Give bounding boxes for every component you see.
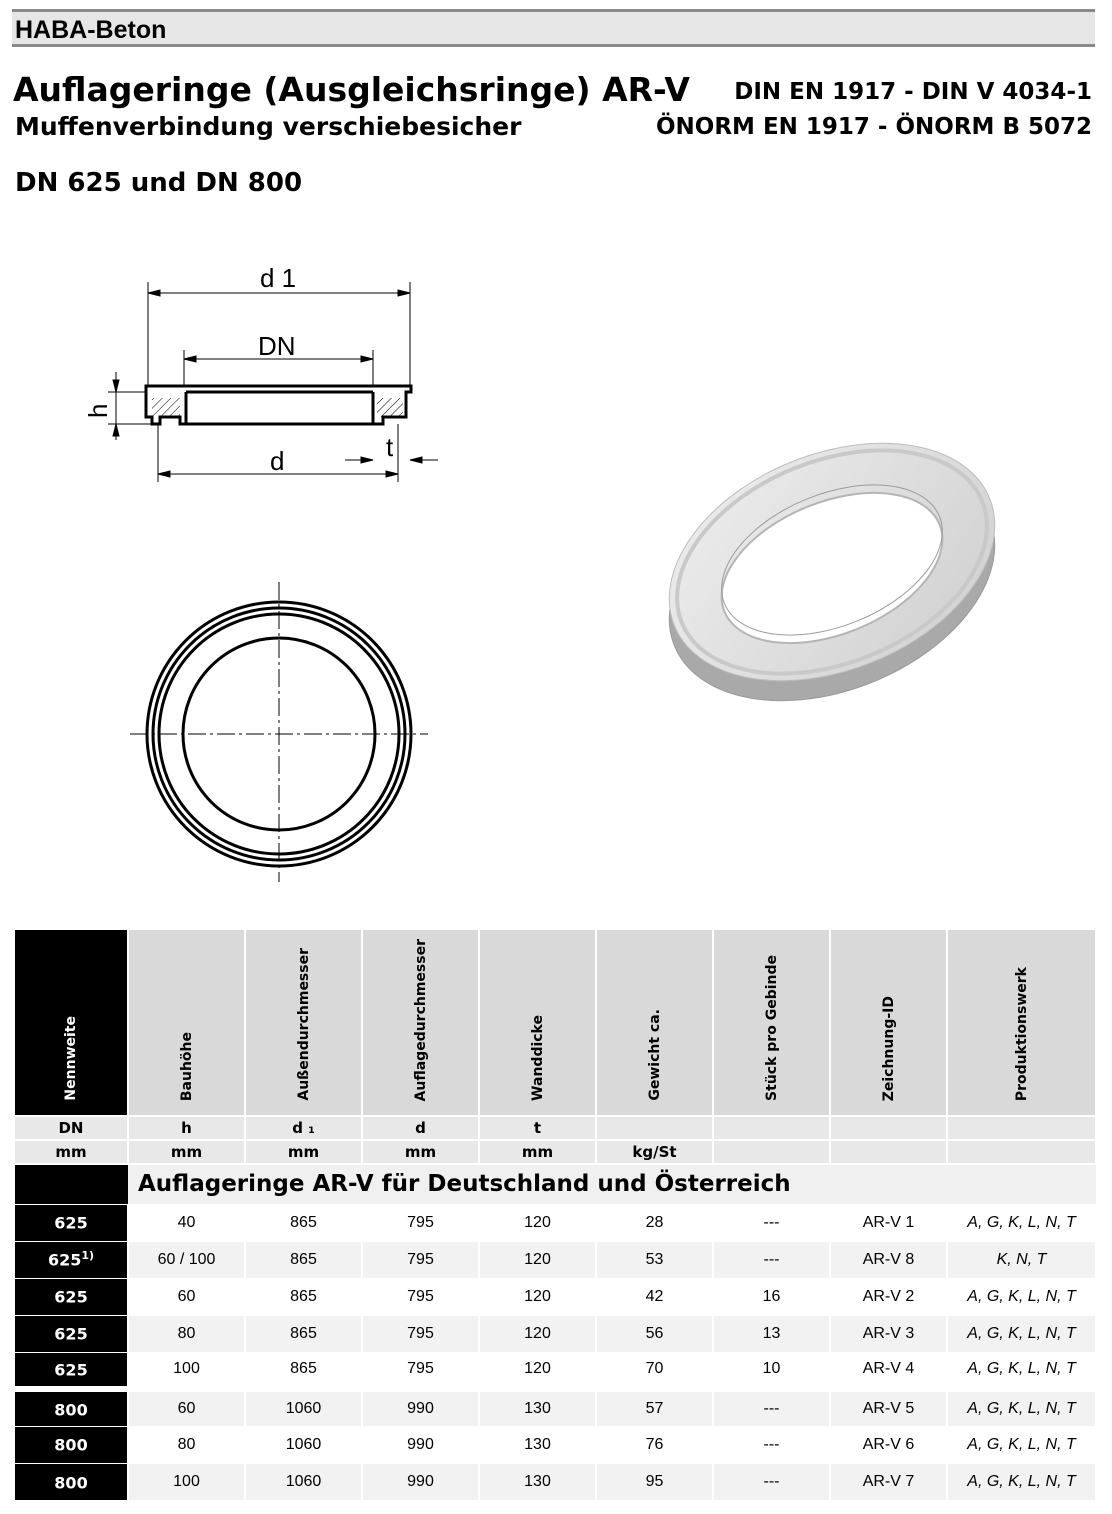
cell-id: AR-V 5 — [830, 1389, 947, 1426]
unit-cell — [713, 1140, 830, 1164]
cell-t: 120 — [479, 1204, 596, 1241]
cell-t: 120 — [479, 1278, 596, 1315]
table-row — [15, 1315, 1096, 1352]
dim-label-d: d — [270, 446, 285, 476]
cell-produktionswerk: A, G, K, L, N, T — [947, 1315, 1096, 1352]
header-produktionswerk: Produktionswerk — [947, 930, 1096, 1116]
table-row — [15, 1352, 1096, 1389]
standard-at: ÖNORM EN 1917 - ÖNORM B 5072 — [655, 114, 1092, 140]
unit-cell: mm — [362, 1140, 479, 1164]
table-row — [15, 1426, 1096, 1463]
symbol-row — [15, 1116, 1096, 1140]
footnote-marker: 1) — [81, 1249, 95, 1263]
header-gewicht: Gewicht ca. — [596, 930, 713, 1116]
section-title: Auflageringe AR-V für Deutschland und Österreich — [128, 1164, 1096, 1204]
brand-name: HABA-Beton — [15, 16, 167, 44]
header-stueck: Stück pro Gebinde — [713, 930, 830, 1116]
cell-h: 60 / 100 — [128, 1241, 245, 1278]
cell-pcs: 13 — [713, 1315, 830, 1352]
unit-cell: mm — [15, 1140, 128, 1164]
cell-d1: 865 — [245, 1278, 362, 1315]
header-wanddicke: Wanddicke — [479, 930, 596, 1116]
cell-h: 80 — [128, 1315, 245, 1352]
header-aussendurchmesser: Außendurchmesser — [245, 930, 362, 1116]
plan-view — [130, 582, 428, 882]
unit-row — [15, 1140, 1096, 1164]
symbol-cell — [947, 1116, 1096, 1140]
cell-nennweite: 625 — [15, 1352, 128, 1389]
cell-t: 120 — [479, 1315, 596, 1352]
cell-d: 795 — [362, 1352, 479, 1389]
cell-t: 120 — [479, 1352, 596, 1389]
cell-nennweite: 800 — [15, 1426, 128, 1463]
cell-kg: 57 — [596, 1389, 713, 1426]
cell-kg: 56 — [596, 1315, 713, 1352]
cell-pcs: --- — [713, 1426, 830, 1463]
header-nennweite: Nennweite — [15, 930, 128, 1116]
dim-label-t: t — [386, 432, 394, 462]
cell-kg: 95 — [596, 1463, 713, 1500]
cell-d1: 865 — [245, 1241, 362, 1278]
cell-d: 795 — [362, 1278, 479, 1315]
cell-nennweite: 625 — [15, 1278, 128, 1315]
cell-pcs: 16 — [713, 1278, 830, 1315]
unit-cell: mm — [245, 1140, 362, 1164]
cell-d1: 865 — [245, 1352, 362, 1389]
cell-pcs: --- — [713, 1389, 830, 1426]
cell-kg: 53 — [596, 1241, 713, 1278]
unit-cell: mm — [479, 1140, 596, 1164]
product-title: Auflageringe (Ausgleichsringe) AR-V — [13, 70, 690, 109]
header-row — [15, 930, 1096, 1116]
unit-cell: mm — [128, 1140, 245, 1164]
cell-d1: 1060 — [245, 1426, 362, 1463]
dim-label-dn: DN — [258, 331, 296, 361]
symbol-cell: h — [128, 1116, 245, 1140]
cell-nennweite: 800 — [15, 1389, 128, 1426]
unit-cell: kg/St — [596, 1140, 713, 1164]
header-zeichnung: Zeichnung-ID — [830, 930, 947, 1116]
cell-t: 130 — [479, 1426, 596, 1463]
cell-d: 990 — [362, 1463, 479, 1500]
cell-id: AR-V 6 — [830, 1426, 947, 1463]
symbol-cell — [713, 1116, 830, 1140]
cell-h: 60 — [128, 1278, 245, 1315]
cell-id: AR-V 1 — [830, 1204, 947, 1241]
cell-id: AR-V 8 — [830, 1241, 947, 1278]
cell-nennweite: 625$^{1)}$ — [15, 1241, 128, 1278]
dim-label-d1: d 1 — [260, 263, 297, 293]
cell-kg: 76 — [596, 1426, 713, 1463]
cell-kg: 70 — [596, 1352, 713, 1389]
standard-de: DIN EN 1917 - DIN V 4034-1 — [734, 79, 1092, 105]
symbol-cell — [596, 1116, 713, 1140]
cell-d: 795 — [362, 1204, 479, 1241]
cell-produktionswerk: A, G, K, L, N, T — [947, 1463, 1096, 1500]
cell-produktionswerk: A, G, K, L, N, T — [947, 1426, 1096, 1463]
product-subtitle: Muffenverbindung verschiebesicher — [15, 112, 522, 141]
cell-h: 80 — [128, 1426, 245, 1463]
symbol-cell: d ₁ — [245, 1116, 362, 1140]
cell-d: 795 — [362, 1315, 479, 1352]
cell-nennweite: 625 — [15, 1315, 128, 1352]
table-row — [15, 1204, 1096, 1241]
cell-d: 990 — [362, 1389, 479, 1426]
header-auflagedurchmesser: Auflagedurchmesser — [362, 930, 479, 1116]
cell-kg: 28 — [596, 1204, 713, 1241]
cell-id: AR-V 2 — [830, 1278, 947, 1315]
cell-d: 795 — [362, 1241, 479, 1278]
cell-pcs: --- — [713, 1204, 830, 1241]
symbol-cell — [830, 1116, 947, 1140]
cell-id: AR-V 4 — [830, 1352, 947, 1389]
cell-d1: 1060 — [245, 1463, 362, 1500]
cell-produktionswerk: A, G, K, L, N, T — [947, 1204, 1096, 1241]
cell-d1: 865 — [245, 1315, 362, 1352]
dim-label-h: h — [83, 403, 113, 418]
cell-produktionswerk: A, G, K, L, N, T — [947, 1389, 1096, 1426]
cell-kg: 42 — [596, 1278, 713, 1315]
cell-id: AR-V 3 — [830, 1315, 947, 1352]
cell-produktionswerk: A, G, K, L, N, T — [947, 1278, 1096, 1315]
cell-h: 40 — [128, 1204, 245, 1241]
cell-d: 990 — [362, 1426, 479, 1463]
cell-h: 60 — [128, 1389, 245, 1426]
header-bauhoehe: Bauhöhe — [128, 930, 245, 1116]
cell-pcs: 10 — [713, 1352, 830, 1389]
cell-nennweite: 800 — [15, 1463, 128, 1500]
cell-pcs: --- — [713, 1463, 830, 1500]
section-row — [15, 1164, 1096, 1204]
cell-pcs: --- — [713, 1241, 830, 1278]
table-row — [15, 1463, 1096, 1500]
symbol-cell: t — [479, 1116, 596, 1140]
symbol-cell: DN — [15, 1116, 128, 1140]
unit-cell — [947, 1140, 1096, 1164]
cell-d1: 1060 — [245, 1389, 362, 1426]
cell-produktionswerk: A, G, K, L, N, T — [947, 1352, 1096, 1389]
cell-h: 100 — [128, 1463, 245, 1500]
unit-cell — [830, 1140, 947, 1164]
table-row — [15, 1389, 1096, 1426]
cell-t: 130 — [479, 1463, 596, 1500]
table-row — [15, 1278, 1096, 1315]
cell-id: AR-V 7 — [830, 1463, 947, 1500]
cell-t: 120 — [479, 1241, 596, 1278]
symbol-cell: d — [362, 1116, 479, 1140]
spec-table — [15, 930, 1097, 1500]
cell-produktionswerk: K, N, T — [947, 1241, 1096, 1278]
cell-nennweite: 625 — [15, 1204, 128, 1241]
cell-t: 130 — [479, 1389, 596, 1426]
size-heading: DN 625 und DN 800 — [15, 168, 303, 198]
cell-h: 100 — [128, 1352, 245, 1389]
ring-3d-illustration — [634, 398, 1030, 746]
cell-d1: 865 — [245, 1204, 362, 1241]
table-row — [15, 1241, 1096, 1278]
